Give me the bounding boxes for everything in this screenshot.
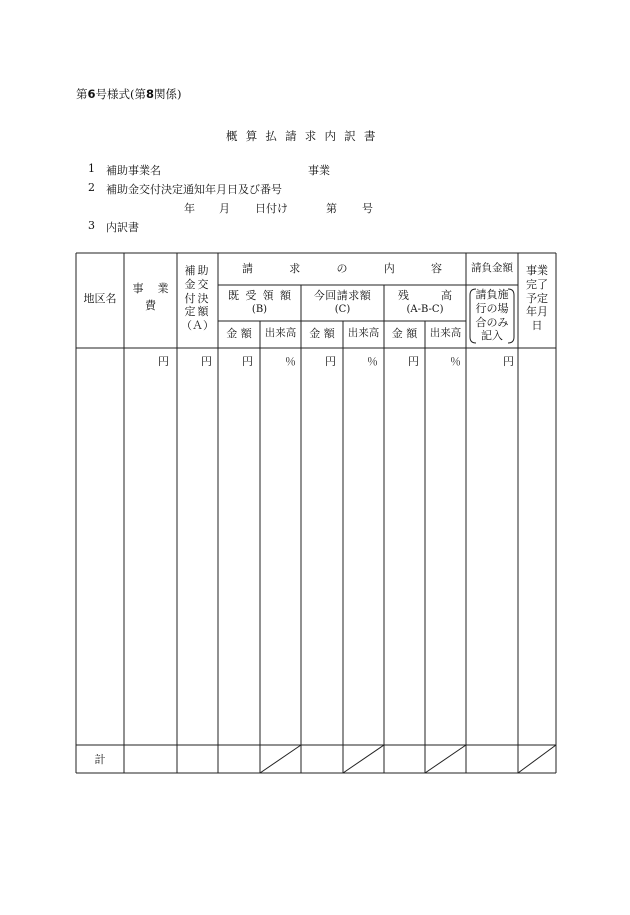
header-amount-c: 金 額 xyxy=(309,327,335,340)
item-1-label: 補助事業名 xyxy=(106,164,161,177)
header-current-request: 今回請求額 (C) xyxy=(313,289,372,316)
total-label: 計 xyxy=(94,753,106,766)
number-dai: 第 xyxy=(326,202,337,215)
unit-yen-project-cost: 円 xyxy=(158,355,169,368)
header-contract-amount: 請負金額 xyxy=(471,262,513,274)
item-1-suffix: 事業 xyxy=(308,164,330,177)
header-remaining: 残 高 (A-B-C) xyxy=(398,289,452,316)
date-month: 月 xyxy=(219,202,230,215)
header-completed-c: 出来高 xyxy=(347,327,380,339)
unit-yen-contract: 円 xyxy=(503,355,514,368)
date-day: 日付け xyxy=(255,202,288,215)
unit-percent-current: ％ xyxy=(367,355,378,368)
unit-yen-grant: 円 xyxy=(201,355,212,368)
header-completed-b: 出来高 xyxy=(264,327,297,339)
unit-yen-remaining: 円 xyxy=(408,355,419,368)
unit-percent-remaining: ％ xyxy=(450,355,461,368)
header-completed-remaining: 出来高 xyxy=(429,327,462,339)
header-request-detail: 請 求 の 内 容 xyxy=(242,262,442,275)
unit-percent-received: ％ xyxy=(285,355,296,368)
header-already-received: 既 受 領 額 (B) xyxy=(228,289,291,316)
item-3-label: 内訳書 xyxy=(106,221,139,234)
form-number: 第6号様式(第8関係) xyxy=(76,87,182,101)
date-year: 年 xyxy=(184,202,195,215)
item-2-number: 2 xyxy=(88,181,95,194)
header-project-cost: 事 業 費 xyxy=(132,282,169,313)
header-grant-amount: 補助 金交 付決 定額 （Ａ） xyxy=(181,264,214,332)
unit-yen-current: 円 xyxy=(325,355,336,368)
header-contract-note: 請負施 行の場 合のみ 記入 xyxy=(475,288,509,343)
document-title: 概算払請求内訳書 xyxy=(226,129,384,143)
header-amount-b: 金 額 xyxy=(226,327,252,340)
unit-yen-received: 円 xyxy=(242,355,253,368)
header-amount-remaining: 金 額 xyxy=(391,327,418,340)
item-1-number: 1 xyxy=(88,162,95,175)
item-3-number: 3 xyxy=(88,219,95,232)
header-completion-date: 事業 完了 予定 年月 日 xyxy=(526,264,548,332)
header-district: 地区名 xyxy=(83,292,117,305)
number-go: 号 xyxy=(362,202,373,215)
item-2-label: 補助金交付決定通知年月日及び番号 xyxy=(106,183,282,196)
